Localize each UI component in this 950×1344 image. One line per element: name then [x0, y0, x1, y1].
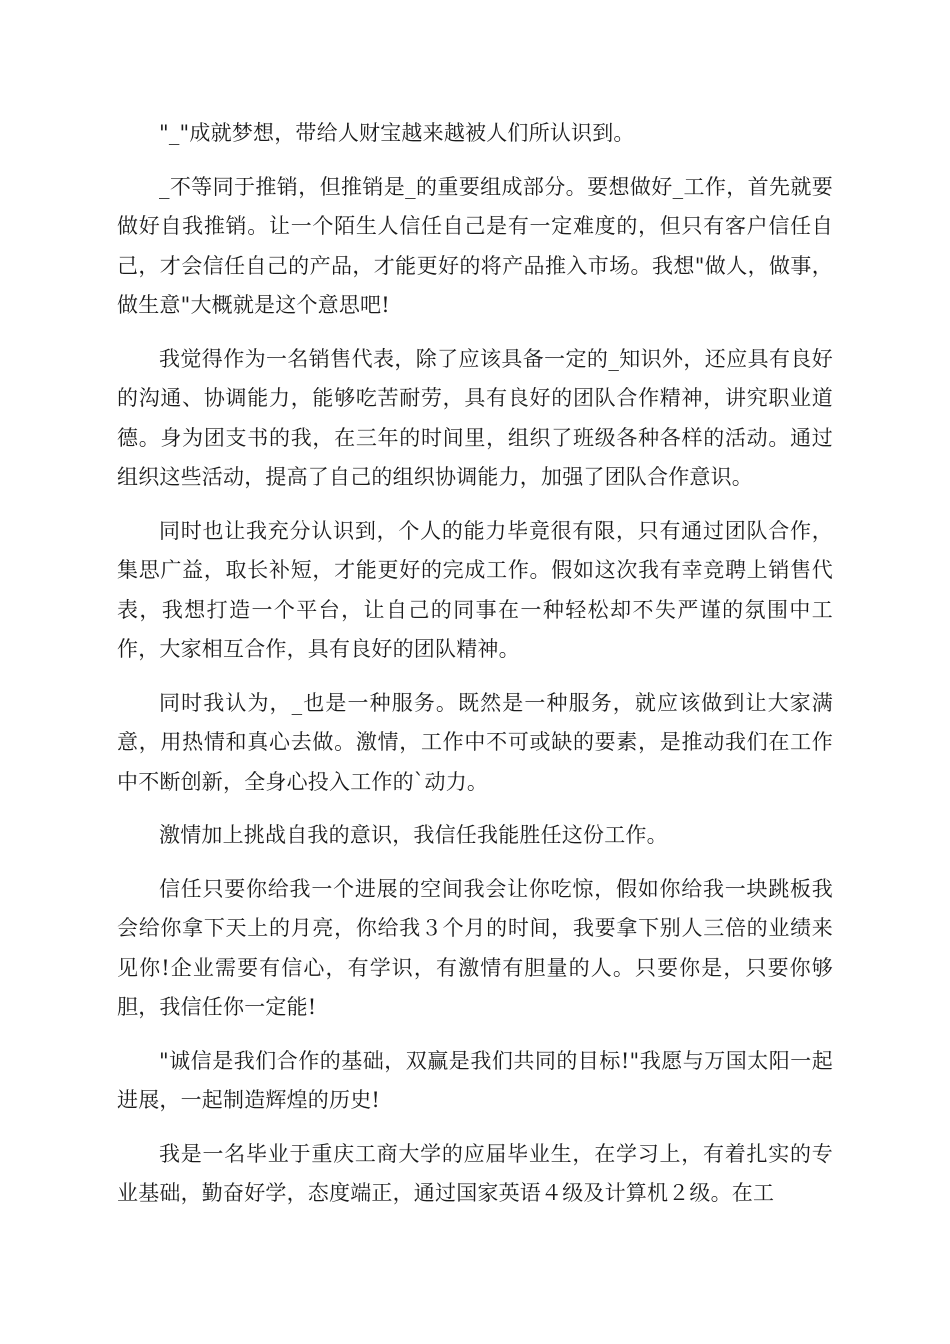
paragraph-5: 同时我认为，_也是一种服务。既然是一种服务，就应该做到让大家满意，用热情和真心去做。激情，工作中不可或缺的要素，是推动我们在工作中不断创新，全身心投入工作的`动力。 [117, 690, 833, 794]
paragraph-8: "诚信是我们合作的基础，双赢是我们共同的目标!"我愿与万国太阳一起进展，一起制造辉煌的历史! [117, 1048, 833, 1112]
document-page [117, 114, 833, 1228]
paragraph-9: 我是一名毕业于重庆工商大学的应届毕业生，在学习上，有着扎实的专业基础，勤奋好学，态度端正，通过国家英语４级及计算机２级。在工 [117, 1141, 833, 1205]
paragraph-6: 激情加上挑战自我的意识，我信任我能胜任这份工作。 [159, 823, 668, 847]
paragraph-2: _不等同于推销，但推销是_的重要组成部分。要想做好_工作，首先就要做好自我推销。让一个陌生人信任自己是有一定难度的，但只有客户信任自己，才会信任自己的产品，才能更好的将产品推入市场。我想"做人，做事，做生意"大概就是这个意思吧! [117, 174, 833, 317]
paragraph-7: 信任只要你给我一个进展的空间我会让你吃惊，假如你给我一块跳板我会给你拿下天上的月亮，你给我３个月的时间，我要拿下别人三倍的业绩来见你!企业需要有信心，有学识，有激情有胆量的人。只要你是，只要你够胆，我信任你一定能! [117, 876, 833, 1019]
paragraph-1: "_"成就梦想，带给人财宝越来越被人们所认识到。 [159, 121, 635, 145]
paragraph-4: 同时也让我充分认识到，个人的能力毕竟很有限，只有通过团队合作，集思广益，取长补短，才能更好的完成工作。假如这次我有幸竞聘上销售代表，我想打造一个平台，让自己的同事在一种轻松却不失严谨的氛围中工作，大家相互合作，具有良好的团队精神。 [117, 518, 833, 661]
paragraph-3: 我觉得作为一名销售代表，除了应该具备一定的_知识外，还应具有良好的沟通、协调能力，能够吃苦耐劳，具有良好的团队合作精神，讲究职业道德。身为团支书的我，在三年的时间里，组织了班级各种各样的活动。通过组织这些活动，提高了自己的组织协调能力，加强了团队合作意识。 [117, 346, 833, 489]
